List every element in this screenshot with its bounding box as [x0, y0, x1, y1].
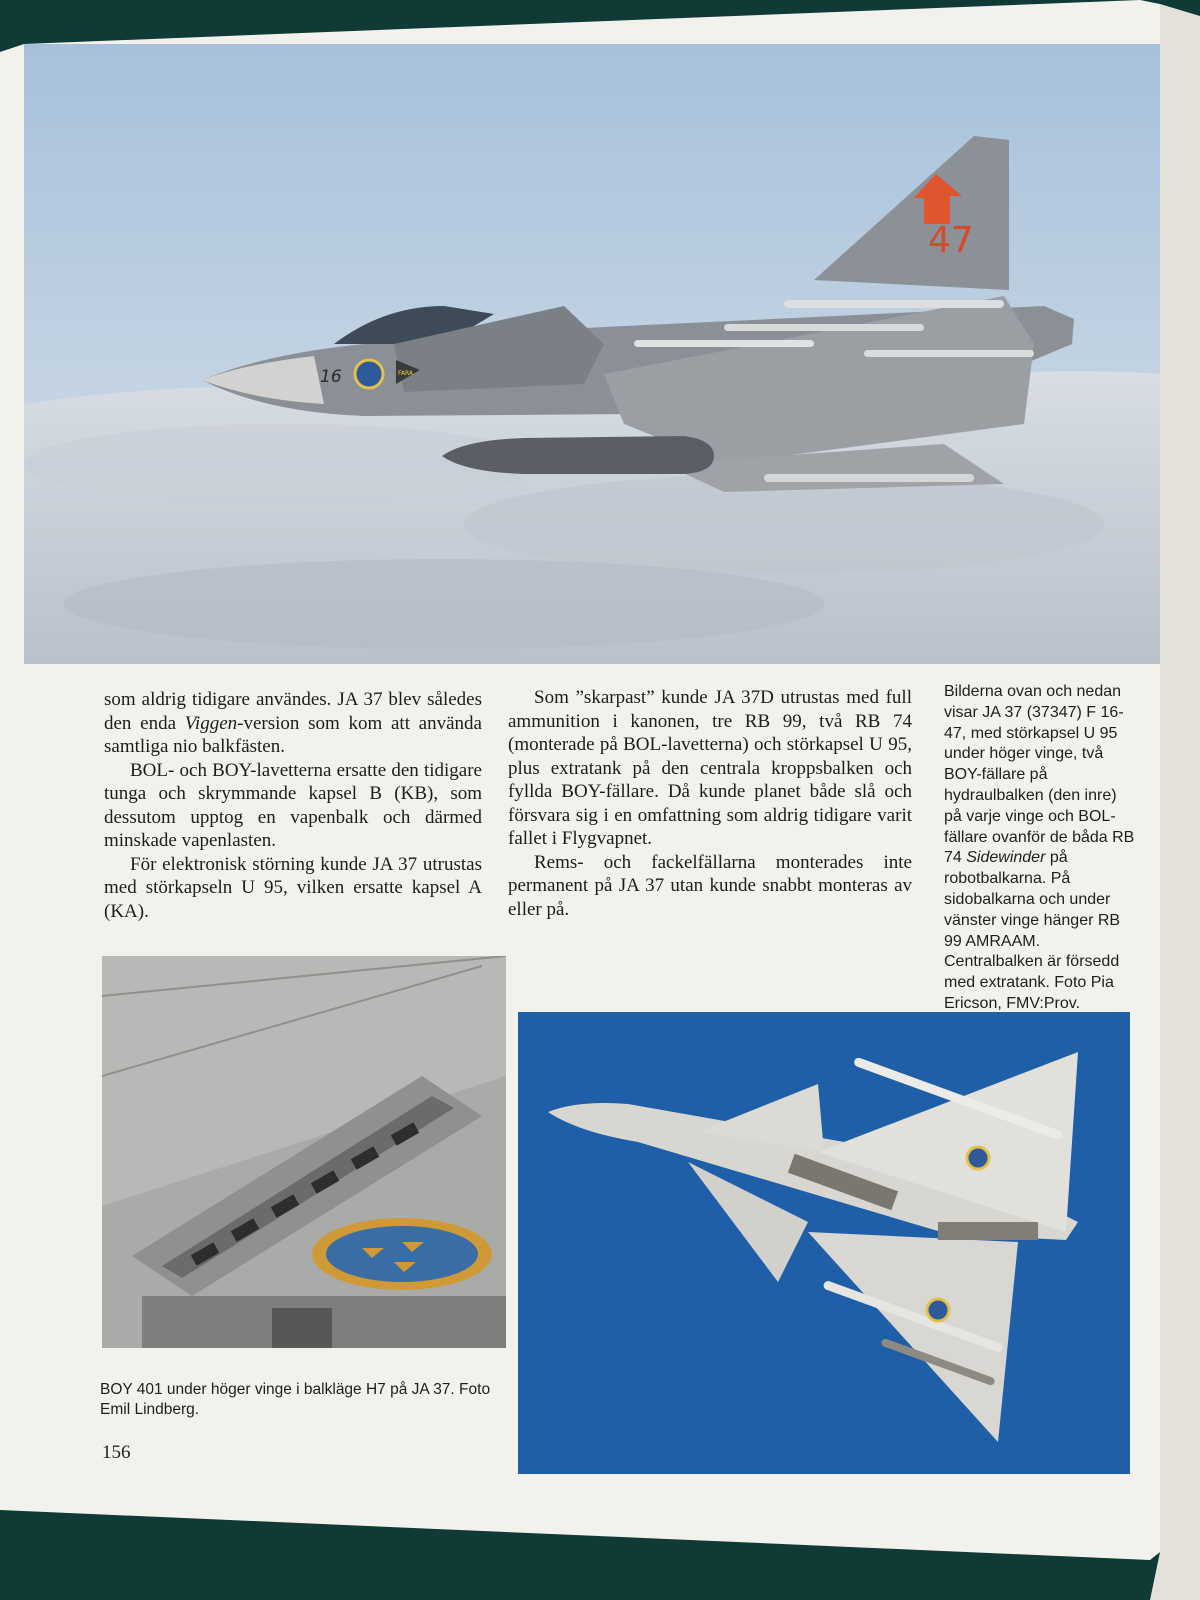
- nose-number: 16: [320, 367, 342, 387]
- caption-right-text-b: på robotbalkarna. På sidobalkarna och under vänster vinge hänger RB 99 AMRAAM. Centralbalken är försedd med extratank. Foto Pia Ericson, FMV:Prov.: [944, 849, 1121, 1012]
- viggen-italic: Viggen: [184, 712, 238, 734]
- photo-boy-pylon: [102, 956, 506, 1348]
- paragraph-1: [104, 688, 482, 759]
- paragraph-3: För elektronisk störning kunde JA 37 utrustas med störkapseln U 95, vilken ersatte kapsel A (KA).: [104, 853, 482, 922]
- sidewinder-italic: Sidewinder: [966, 849, 1046, 867]
- top-photo-jet-in-flight: [24, 44, 1160, 664]
- tail-code: 47: [928, 220, 974, 261]
- text-column-1: [104, 688, 482, 923]
- paragraph-4: Som ”skarpast” kunde JA 37D utrustas med full ammunition i kanonen, tre RB 99, två RB 74 (monterade på BOL-lavetterna) och störkapsel U 95, plus extratank på den centrala kroppsbalken och fyllda BOY-fällare. Då kunde planet både slå och försvara sig i en omfattning som aldrig tidigare varit fallet i Flygvapnet.: [508, 687, 912, 849]
- text-column-2: [508, 686, 912, 921]
- photo-jet-from-below: [518, 1012, 1130, 1474]
- paragraph-1-text-a: som aldrig tidigare användes. JA 37 blev således den enda: [104, 689, 482, 734]
- paragraph-2: BOL- och BOY-lavetterna ersatte den tidigare tunga och skrymmande kapsel B (KB), som dessutom upptog en vapenbalk och därmed minskade vapenlasten.: [104, 759, 482, 851]
- caption-right-text-a: Bilderna ovan och nedan visar JA 37 (37347) F 16-47, med störkapsel U 95 under höger vinge, två BOY-fällare på hydraulbalken (den inre) på varje vinge och BOL-fällare ovanför de båda RB 74: [944, 683, 1135, 867]
- caption-boy-pylon: BOY 401 under höger vinge i balkläge H7 på JA 37. Foto Emil Lindberg.: [100, 1381, 491, 1418]
- warning-label: FARA: [398, 370, 414, 377]
- paragraph-5: Rems- och fackelfällarna monterades inte permanent på JA 37 utan kunde snabbt monteras av eller på.: [508, 851, 912, 920]
- page-number: 156: [102, 1442, 131, 1463]
- paragraph-1-text-b: -version som kom att använda samtliga nio balkfästen.: [104, 712, 482, 757]
- caption-top-photos: [944, 682, 1136, 1015]
